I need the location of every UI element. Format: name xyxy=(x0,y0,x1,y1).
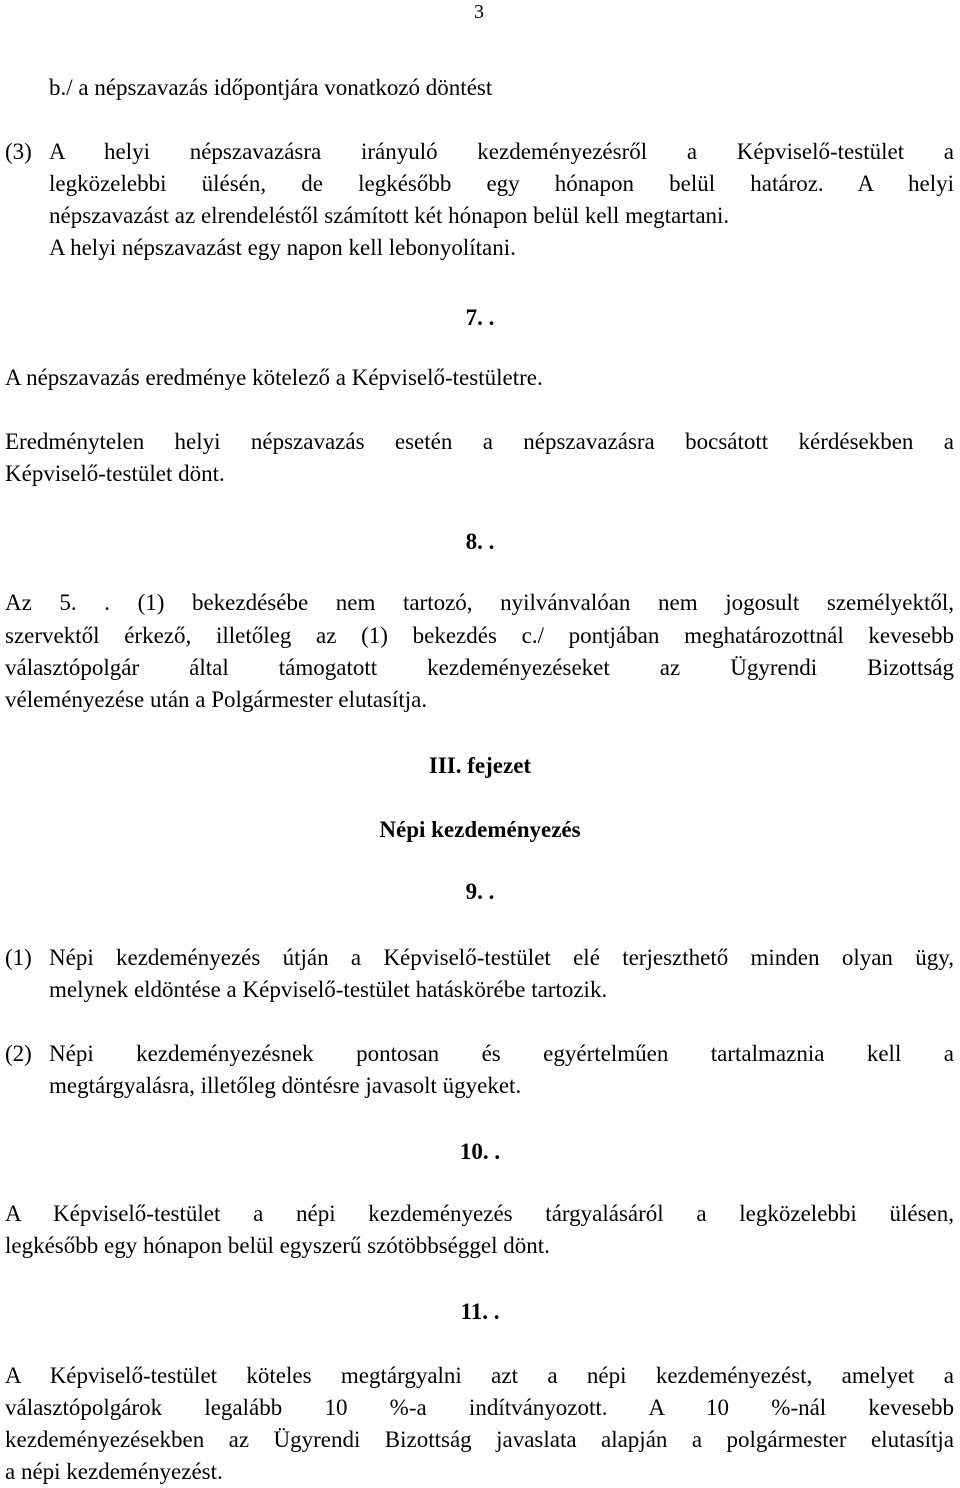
para3-line3: népszavazást az elrendeléstől számított két hónapon belül kell megtartani. xyxy=(49,203,730,228)
para3-line1: A helyi népszavazásra irányuló kezdeményezésről a Képviselő-testület a xyxy=(49,139,954,164)
section-11-heading: 11. . xyxy=(460,1299,500,1324)
sec7-para1: A népszavazás eredménye kötelező a Képviselő-testületre. xyxy=(5,365,543,390)
chapter-title: III. fejezet xyxy=(428,753,532,778)
sec8-line3: választópolgár által támogatott kezdeményezéseket az Ügyrendi Bizottság xyxy=(5,655,954,680)
sec10-line1: A Képviselő-testület a népi kezdeményezés tárgyalásáról a legközelebbi ülésen, xyxy=(5,1201,954,1226)
chapter-subtitle: Népi kezdeményezés xyxy=(379,817,581,842)
sec10-line2: legkésőbb egy hónapon belül egyszerű szótöbbséggel dönt. xyxy=(5,1233,550,1258)
sec8-line2: szervektől érkező, illetőleg az (1) bekezdés c./ pontjában meghatározottnál kevesebb xyxy=(5,623,954,648)
sec11-line2: választópolgárok legalább 10 %-a indítványozott. A 10 %-nál kevesebb xyxy=(5,1395,954,1420)
sec9-p2-line2: megtárgyalásra, illetőleg döntésre javasolt ügyeket. xyxy=(49,1073,522,1098)
para3-marker: (3) xyxy=(5,139,32,164)
sec11-line1: A Képviselő-testület köteles megtárgyalni azt a népi kezdeményezést, amelyet a xyxy=(5,1363,954,1388)
sec7-para2-line1: Eredménytelen helyi népszavazás esetén a népszavazásra bocsátott kérdésekben a xyxy=(5,429,954,454)
sec8-line1: Az 5. . (1) bekezdésébe nem tartozó, nyilvánvalóan nem jogosult személyektől, xyxy=(5,590,954,615)
sec9-p2-marker: (2) xyxy=(5,1041,32,1066)
sec9-p1-marker: (1) xyxy=(5,945,32,970)
sec8-line4: véleményezése után a Polgármester elutasítja. xyxy=(5,687,428,712)
section-9-heading: 9. . xyxy=(465,879,495,904)
para3-line2: legközelebbi ülésén, de legkésőbb egy hónapon belül határoz. A helyi xyxy=(49,171,954,196)
para3-line4: A helyi népszavazást egy napon kell lebonyolítani. xyxy=(49,235,516,260)
sec7-para2-line2: Képviselő-testület dönt. xyxy=(5,461,225,486)
sec9-p1-line1: Népi kezdeményezés útján a Képviselő-testület elé terjeszthető minden olyan ügy, xyxy=(49,945,954,970)
sec9-p1-line2: melynek eldöntése a Képviselő-testület hatáskörébe tartozik. xyxy=(49,977,608,1002)
sec11-line4: a népi kezdeményezést. xyxy=(5,1459,223,1484)
section-8-heading: 8. . xyxy=(465,529,495,554)
page-number: 3 xyxy=(474,1,484,23)
item-b-text: b./ a népszavazás időpontjára vonatkozó döntést xyxy=(49,75,493,100)
section-10-heading: 10. . xyxy=(459,1139,501,1164)
sec11-line3: kezdeményezésekben az Ügyrendi Bizottság javaslata alapján a polgármester elutasítja xyxy=(5,1427,954,1452)
sec9-p2-line1: Népi kezdeményezésnek pontosan és egyértelműen tartalmaznia kell a xyxy=(49,1041,954,1066)
section-7-heading: 7. . xyxy=(465,305,495,330)
